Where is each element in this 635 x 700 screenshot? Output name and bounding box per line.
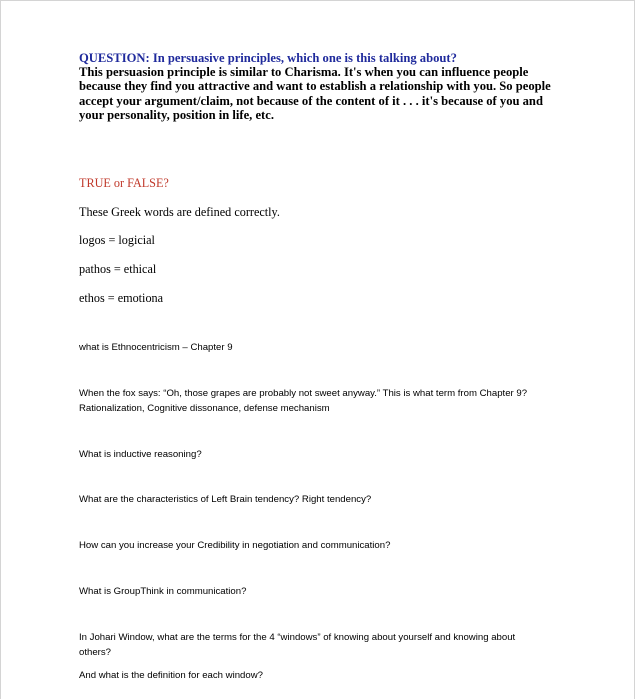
greek-word-ethos: ethos = emotiona bbox=[79, 291, 164, 305]
greek-word-logos: logos = logicial bbox=[79, 233, 155, 247]
true-false-label: TRUE or FALSE? bbox=[79, 176, 169, 190]
question-johari-definitions: And what is the definition for each window? bbox=[79, 670, 263, 681]
question-left-right-brain: What are the characteristics of Left Brain tendency? Right tendency? bbox=[79, 494, 372, 505]
question-groupthink: What is GroupThink in communication? bbox=[79, 586, 247, 597]
question-body: This persuasion principle is similar to Charisma. It's when you can influence people because they find you attractive and want to establish a relationship with you. So people accept your argument/claim, not because of the content of it . . . it's because of you and your personality, position in life, etc. bbox=[79, 65, 551, 122]
question-inductive-reasoning: What is inductive reasoning? bbox=[79, 449, 202, 460]
question-credibility: How can you increase your Credibility in negotiation and communication? bbox=[79, 540, 391, 551]
question-johari-window: In Johari Window, what are the terms for the 4 “windows” of knowing about yourself and knowing about others? bbox=[79, 632, 516, 658]
question-fox-grapes: When the fox says: “Oh, those grapes are probably not sweet anyway.” This is what term from Chapter 9? Rationalization, Cognitive dissonance, defense mechanism bbox=[79, 388, 528, 414]
question-heading: QUESTION: In persuasive principles, which one is this talking about? bbox=[79, 51, 457, 65]
persuasion-question bbox=[79, 51, 559, 122]
true-false-intro: These Greek words are defined correctly. bbox=[79, 205, 280, 219]
greek-word-pathos: pathos = ethical bbox=[79, 262, 157, 276]
question-ethnocentricism: what is Ethnocentricism – Chapter 9 bbox=[79, 342, 233, 353]
